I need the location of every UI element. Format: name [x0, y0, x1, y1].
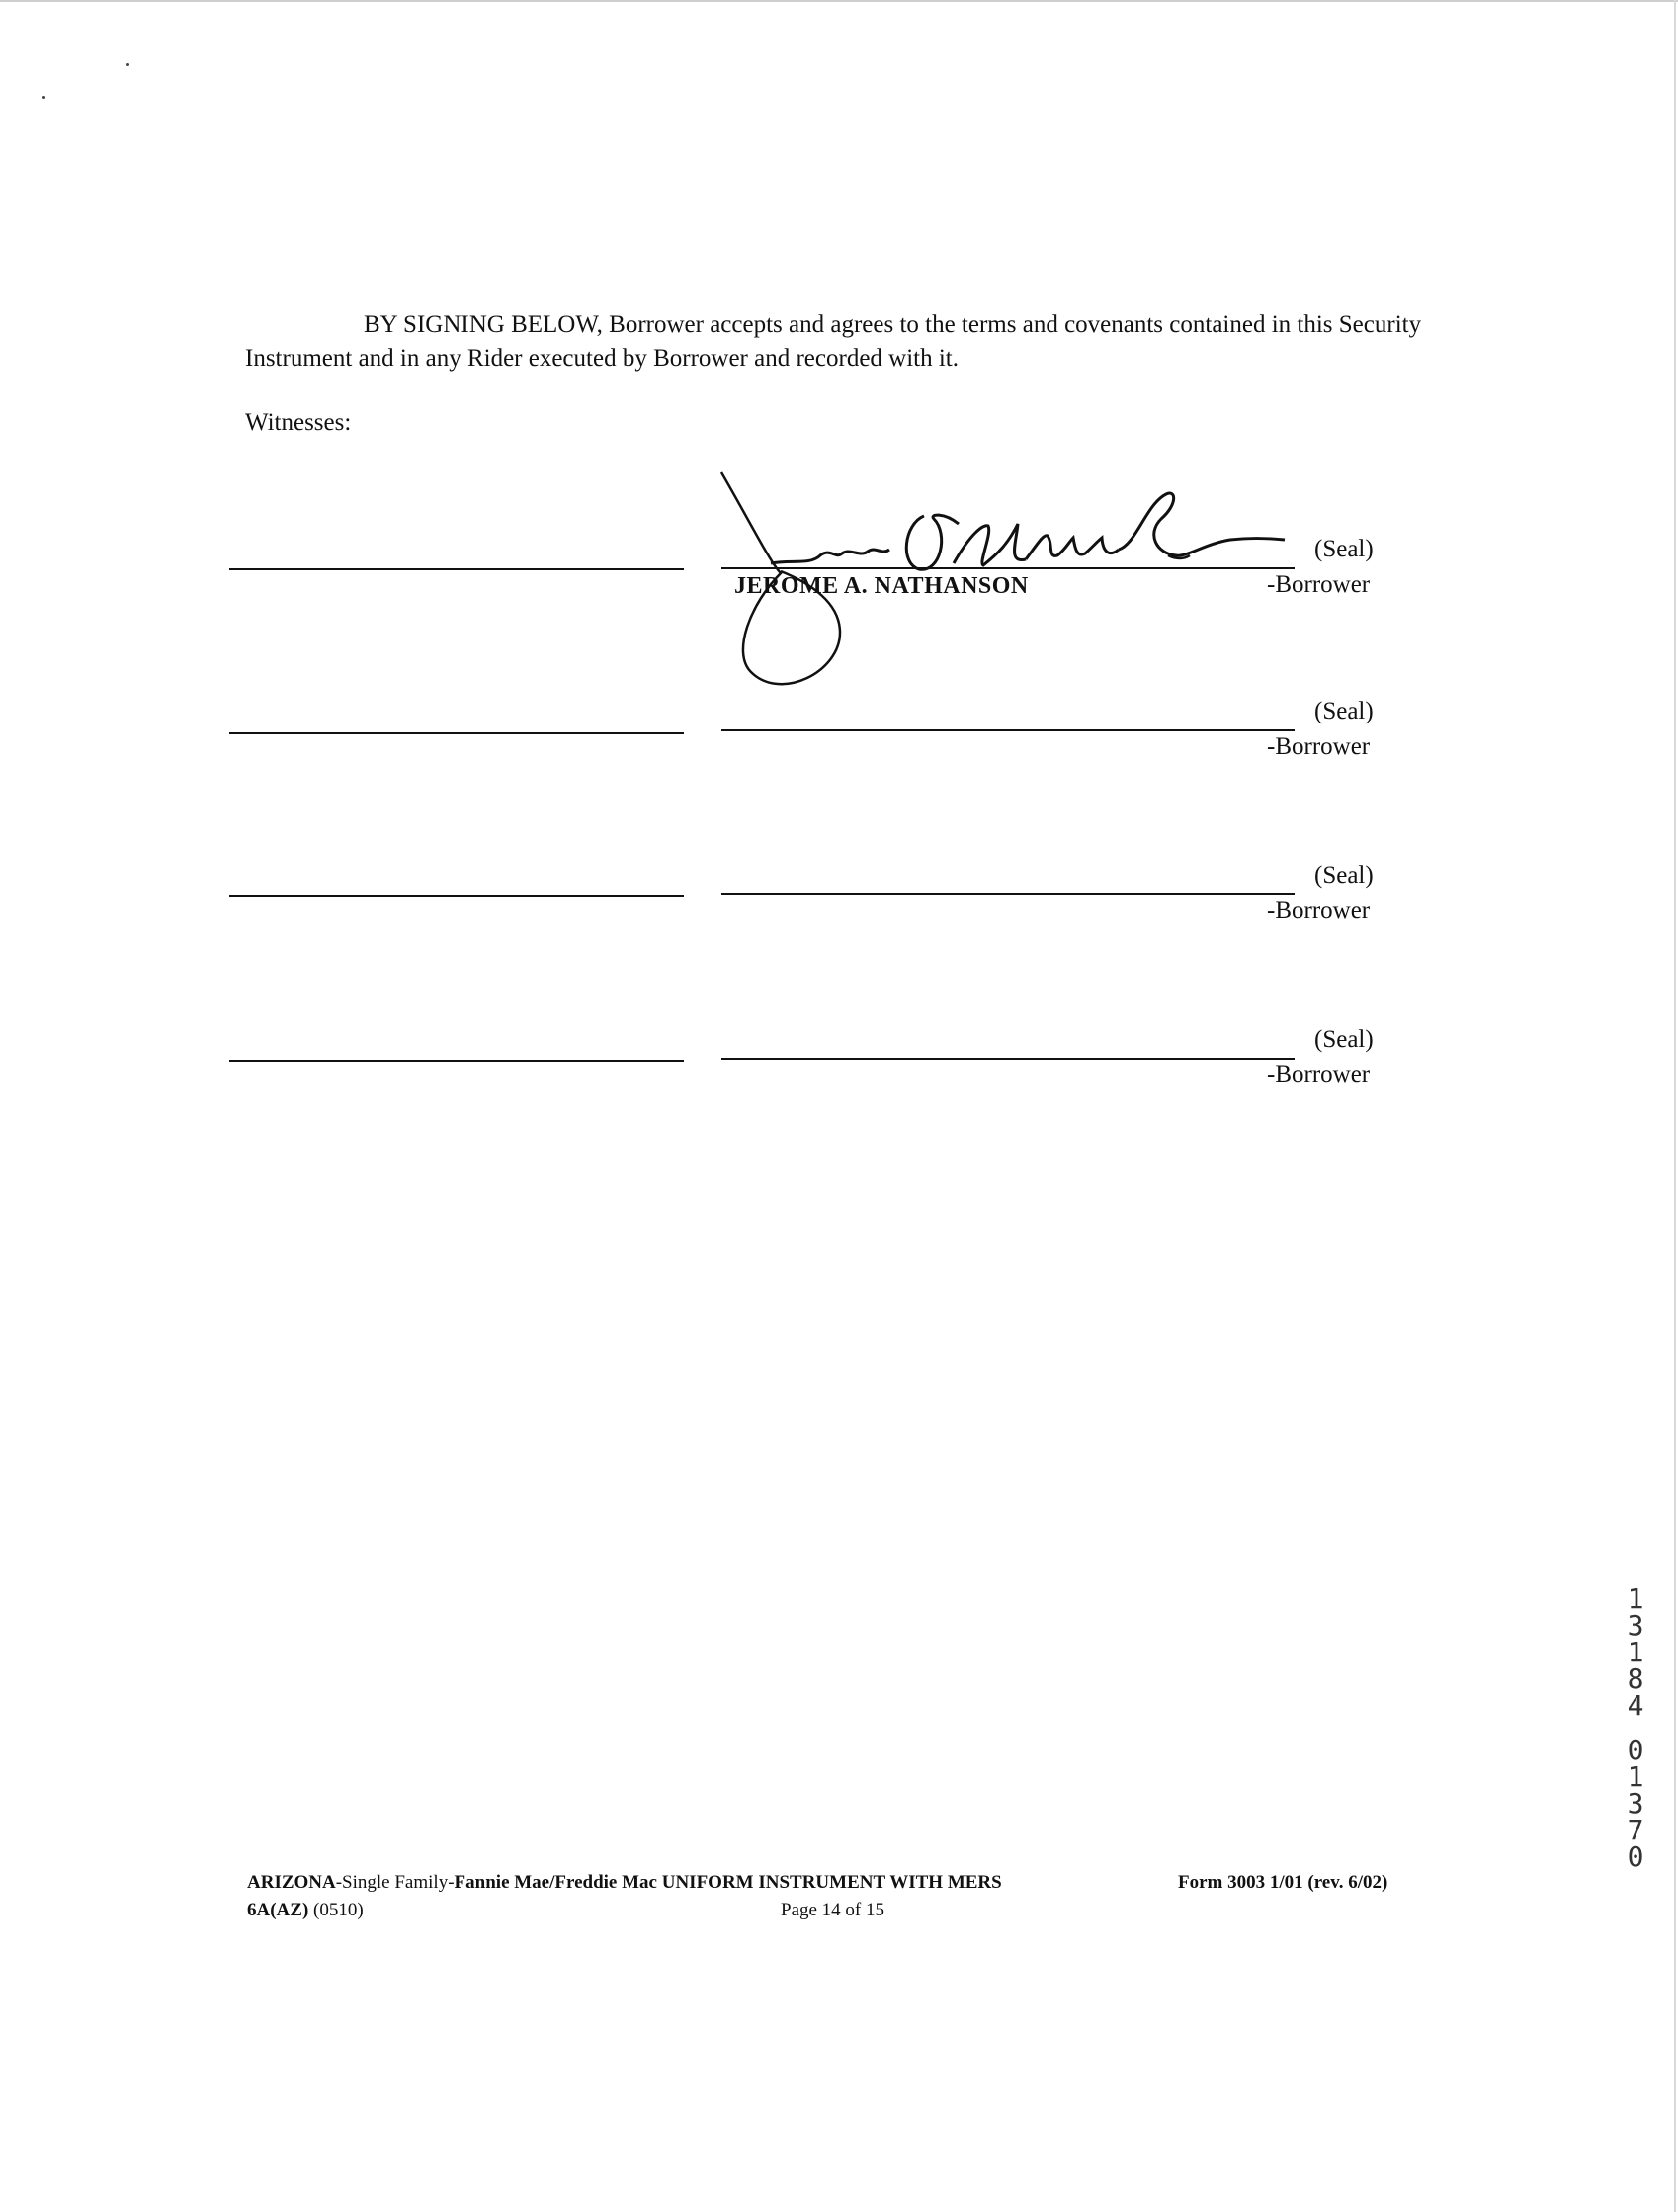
stamp-digit: 0: [1627, 1840, 1644, 1873]
borrower-printed-name: JEROME A. NATHANSON: [734, 573, 1029, 599]
handwritten-signature: [712, 465, 1304, 702]
stamp-digit: 8: [1627, 1662, 1644, 1695]
witness-signature-line[interactable]: [229, 568, 684, 570]
acceptance-text: BY SIGNING BELOW, Borrower accepts and agrees to the terms and covenants contained in this Security Instrument and in any Rider executed by Borrower and recorded with it.: [245, 311, 1422, 372]
footer-code-bold: 6A(AZ): [247, 1900, 309, 1920]
scan-right-edge: [1674, 0, 1676, 2212]
footer-title-rest: -Single Family-: [335, 1872, 455, 1893]
borrower-role-label: -Borrower: [1267, 733, 1371, 760]
borrower-signature-line[interactable]: [721, 729, 1295, 731]
seal-label: (Seal): [1314, 698, 1374, 724]
witness-signature-line[interactable]: [229, 895, 684, 897]
acceptance-paragraph: [245, 308, 1451, 376]
borrower-signature-line[interactable]: [721, 1058, 1295, 1060]
borrower-role-label: -Borrower: [1267, 571, 1371, 598]
seal-label: (Seal): [1314, 536, 1374, 562]
stamp-digit: 7: [1627, 1814, 1644, 1846]
footer-title-bold: Fannie Mae/Freddie Mac UNIFORM INSTRUMENT WITH MERS: [454, 1872, 1002, 1893]
footer-page-number: Page 14 of 15: [781, 1900, 885, 1920]
borrower-role-label: -Borrower: [1267, 1062, 1371, 1088]
seal-label: (Seal): [1314, 1026, 1374, 1053]
stamp-digit: 1: [1627, 1760, 1644, 1793]
footer-form-number: Form 3003 1/01 (rev. 6/02): [1178, 1872, 1388, 1893]
stamp-digit: 4: [1627, 1689, 1644, 1722]
scan-speck: [42, 96, 45, 99]
footer-form-title: [247, 1872, 1002, 1894]
scan-top-edge: [0, 0, 1678, 2]
footer-code-rest: (0510): [308, 1900, 364, 1920]
witnesses-label: Witnesses:: [245, 409, 352, 436]
recording-number-stamp: [1621, 1582, 1650, 1873]
borrower-signature-line[interactable]: [721, 893, 1295, 895]
footer-form-code: [247, 1900, 364, 1921]
seal-label: (Seal): [1314, 862, 1374, 889]
stamp-digit: 3: [1627, 1787, 1644, 1820]
stamp-digit: 1: [1627, 1636, 1644, 1668]
footer-state: ARIZONA: [247, 1872, 336, 1893]
stamp-digit: 1: [1627, 1582, 1644, 1615]
stamp-digit: 3: [1627, 1609, 1644, 1642]
witness-signature-line[interactable]: [229, 1060, 684, 1062]
stamp-digit: 0: [1627, 1734, 1644, 1766]
witness-signature-line[interactable]: [229, 732, 684, 734]
borrower-role-label: -Borrower: [1267, 897, 1371, 924]
scan-speck: [126, 63, 129, 66]
